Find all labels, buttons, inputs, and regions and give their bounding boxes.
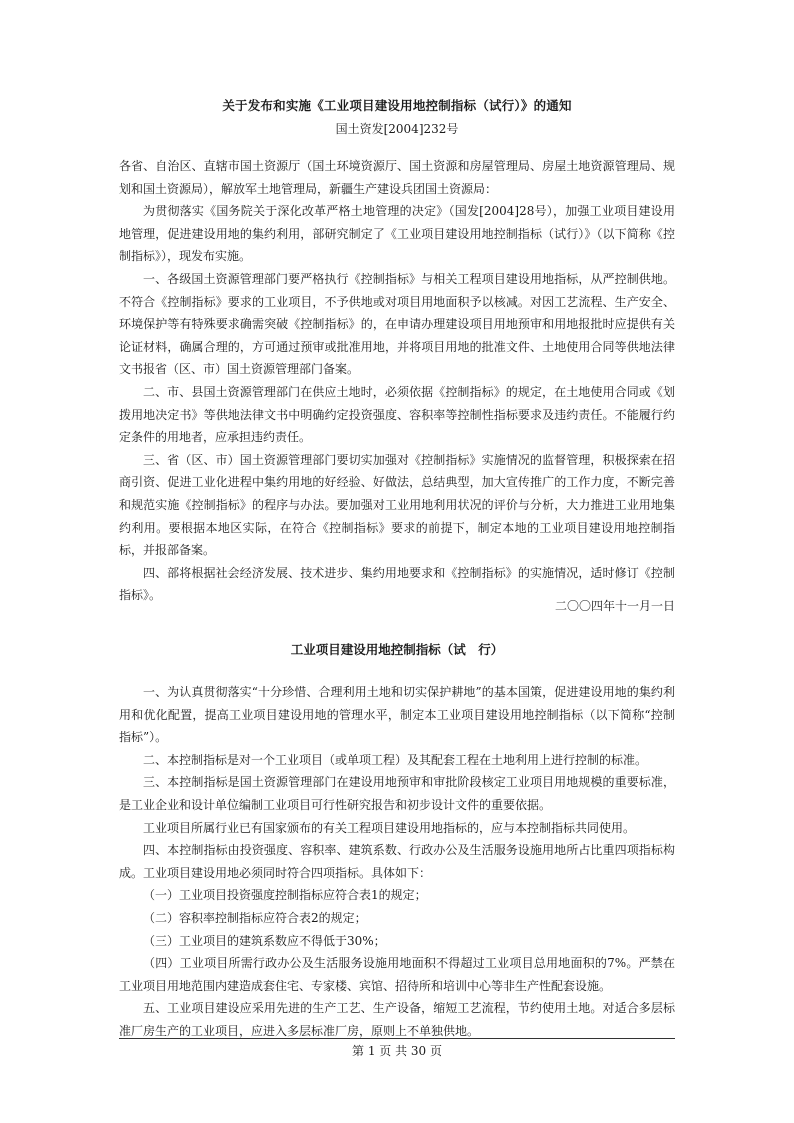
standard-list-item: （一）工业项目投资强度控制指标应符合表1的规定； bbox=[143, 888, 427, 903]
standard-paragraph: 一、为认真贯彻落实“十分珍惜、合理利用土地和切实保护耕地”的基本国策，促进建设用地的集约利用和优化配置，提高工业项目建设用地的管理水平，制定本工业项目建设用地控制指标（以下简称“控制指标”）。 bbox=[119, 685, 675, 745]
standard-title: 工业项目建设用地控制指标（试 行） bbox=[290, 642, 504, 657]
standard-list-item: （三）工业项目的建筑系数应不得低于30%； bbox=[143, 933, 386, 948]
notice-paragraph: 三、省（区、市）国土资源管理部门要切实加强对《控制指标》实施情况的监督管理，积极探索在招商引资、促进工业化进程中集约用地的好经验、好做法，总结典型，加大宣传推广的工作力度，不断完善和规范实施《控制指标》的程序与办法。要加强对工业用地利用状况的评价与分析，大力推进工业用地集约利用。要根据本地区实际，在符合《控制指标》要求的前提下，制定本地的工业项目建设用地控制指标，并报部备案。 bbox=[119, 452, 675, 558]
standard-list-item: （四）工业项目所需行政办公及生活服务设施用地面积不得超过工业项目总用地面积的7%。严禁在工业项目用地范围内建造成套住宅、专家楼、宾馆、招待所和培训中心等非生产性配套设施。 bbox=[119, 956, 675, 993]
notice-paragraph: 为贯彻落实《国务院关于深化改革严格土地管理的决定》（国发[2004]28号），加强工业项目建设用地管理，促进建设用地的集约利用，部研究制定了《工业项目建设用地控制指标（试行）》（以下简称《控制指标》），现发布实施。 bbox=[119, 204, 675, 264]
standard-paragraph: 四、本控制指标由投资强度、容积率、建筑系数、行政办公及生活服务设施用地所占比重四项指标构成。工业项目建设用地必须同时符合四项指标。具体如下： bbox=[119, 843, 675, 880]
standard-paragraph: 二、本控制指标是对一个工业项目（或单项工程）及其配套工程在土地利用上进行控制的标准。 bbox=[143, 752, 648, 767]
page-number: 第 1 页 共 30 页 bbox=[352, 1044, 442, 1058]
footer-divider bbox=[119, 1038, 675, 1039]
notice-body bbox=[119, 155, 675, 607]
document-number: 国土资发[2004]232号 bbox=[335, 122, 459, 136]
standard-list-item: （二）容积率控制指标应符合表2的规定； bbox=[143, 910, 367, 925]
standard-paragraph: 工业项目所属行业已有国家颁布的有关工程项目建设用地指标的，应与本控制指标共同使用。 bbox=[143, 820, 636, 835]
notice-date: 二〇〇四年十一月一日 bbox=[554, 599, 675, 613]
notice-paragraph: 四、部将根据社会经济发展、技术进步、集约用地要求和《控制指标》的实施情况，适时修订《控制指标》。 bbox=[119, 565, 675, 603]
standard-paragraph: 三、本控制指标是国土资源管理部门在建设用地预审和审批阶段核定工业项目用地规模的重要标准，是工业企业和设计单位编制工业项目可行性研究报告和初步设计文件的重要依据。 bbox=[119, 775, 675, 812]
notice-paragraph: 二、市、县国土资源管理部门在供应土地时，必须依据《控制指标》的规定，在土地使用合同或《划拨用地决定书》等供地法律文书中明确约定投资强度、容积率等控制性指标要求及违约责任。不能履行约定条件的用地者，应承担违约责任。 bbox=[119, 384, 675, 445]
notice-paragraph: 一、各级国土资源管理部门要严格执行《控制指标》与相关工程项目建设用地指标，从严控制供地。不符合《控制指标》要求的工业项目，不予供地或对项目用地面积予以核减。对因工艺流程、生产安全、环境保护等有特殊要求确需突破《控制指标》的，在申请办理建设项目用地预审和用地报批时应提供有关论证材料，确属合理的，方可通过预审或批准用地，并将项目用地的批准文件、土地使用合同等供地法律文书报省（区、市）国土资源管理部门备案。 bbox=[119, 271, 675, 377]
notice-title: 关于发布和实施《工业项目建设用地控制指标（试行）》的通知 bbox=[222, 98, 572, 113]
standard-paragraph: 五、工业项目建设应采用先进的生产工艺、生产设备，缩短工艺流程，节约使用土地。对适合多层标准厂房生产的工业项目，应进入多层标准厂房，原则上不单独供地。 bbox=[119, 1001, 675, 1038]
notice-addressees: 各省、自治区、直辖市国土资源厅（国土环境资源厅、国土资源和房屋管理局、房屋土地资源管理局、规划和国土资源局），解放军土地管理局，新疆生产建设兵团国土资源局： bbox=[119, 159, 675, 196]
standard-body bbox=[119, 681, 675, 1043]
